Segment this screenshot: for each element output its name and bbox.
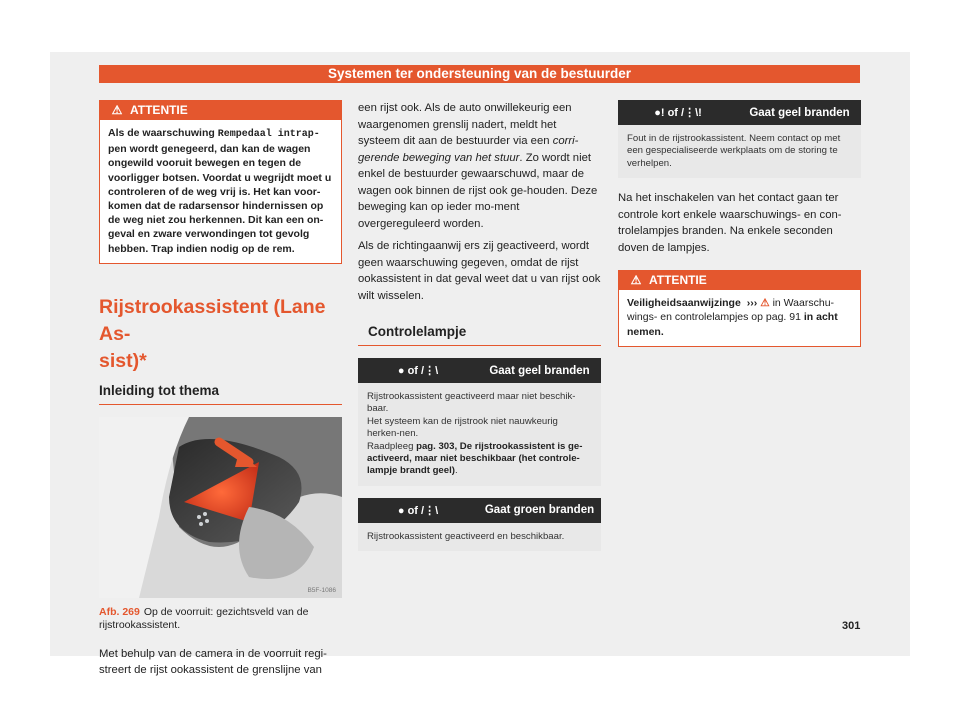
warning-text-part: in acht nemen.	[627, 311, 838, 338]
lamp-card-header	[358, 498, 601, 523]
cross-reference-arrows-icon[interactable]: ›››	[746, 297, 758, 310]
warning-code: Rempedaal intrap-	[217, 129, 320, 140]
lamp-status: Gaat groen branden	[484, 504, 595, 517]
lane-assist-car-icon: ●	[397, 504, 405, 517]
warning-box	[99, 100, 342, 264]
lamp-card-header	[358, 358, 601, 383]
lamp-icons-label: of	[407, 365, 418, 377]
text-part: Raadpleeg	[367, 440, 417, 452]
lamp-card	[358, 498, 601, 551]
section-title-line: sist)*	[99, 349, 147, 372]
lane-lines-icon: /⋮\	[421, 365, 439, 377]
lamp-card	[358, 358, 601, 486]
warning-text	[619, 290, 860, 346]
warning-box	[618, 270, 861, 347]
lamp-text-line: Rijstrookassistent geactiveerd maar niet beschik-baar.	[367, 391, 576, 415]
lamp-text-line	[367, 441, 592, 478]
cross-reference-link: pag. 303, De rijstrookassistent is ge-activeerd, maar niet beschikbaar (het controle-lampje brandt geel)	[367, 440, 583, 477]
figure-caption	[99, 598, 342, 632]
lamp-description	[358, 383, 601, 486]
lamp-icons-label: of	[667, 107, 678, 119]
body-paragraph: Na het inschakelen van het contact gaan ter controle kort enkele waarschuwings- en con-trolelampjes branden. Na enkele seconden doven de lampjes.	[618, 192, 842, 254]
warning-title: ATTENTIE	[130, 103, 188, 117]
controle-title: Controlelampje	[358, 324, 601, 346]
warning-text-part: Veiligheidsaanwijzinge	[627, 297, 741, 310]
lamp-card	[618, 100, 861, 178]
page-number: 301	[842, 620, 861, 632]
figure-code: B5F-1086	[307, 586, 336, 594]
warning-header	[619, 271, 860, 290]
body-paragraph	[358, 100, 601, 232]
body-paragraph: Met behulp van de camera in de voorruit regi-streert de rijst ookassistent de grenslijne van	[99, 647, 327, 677]
warning-header	[100, 101, 341, 120]
lamp-icons	[358, 364, 478, 377]
lamp-icons	[618, 106, 738, 119]
figure-caption-text: Op de voorruit: gezichtsveld van de rijstrookassistent.	[99, 605, 309, 631]
warning-triangle-icon: ⚠	[111, 103, 123, 117]
warning-small-icon: ⚠	[760, 297, 770, 310]
body-paragraph: Als de richtingaanwij ers zij geactiveerd, wordt geen waarschuwing gegeven, omdat de rijst ookassistent in dat geval weet dat u van rijst ook wilt wisselen.	[358, 240, 601, 302]
lane-assist-car-icon: ●	[397, 365, 405, 377]
text-part: .	[454, 465, 458, 477]
warning-title: ATTENTIE	[649, 273, 707, 288]
column-left	[99, 100, 342, 679]
figure-label: Afb. 269	[99, 605, 140, 618]
cross-reference-link[interactable]: in Waarschu-wings- en controlelampjes op pag. 91	[627, 297, 835, 324]
text-part: . Zo wordt niet enkel de bestuurder gewaarschuwd, maar de wagen ook binnen de rijst ook ge-houden. Deze beweging kan op ieder mo-ment overgereguleerd worden.	[358, 151, 598, 230]
lamp-text-line: Fout in de rijstrookassistent. Neem contact op met een gespecialiseerde werkplaats om de storing te verhelpen.	[627, 133, 841, 169]
lamp-text-line: Rijstrookassistent geactiveerd en beschikbaar.	[367, 530, 565, 542]
lane-lines-fault-icon: /⋮\!	[681, 107, 702, 119]
lamp-icons-label: of	[407, 504, 418, 517]
subsection-title: Inleiding tot thema	[99, 383, 342, 405]
lamp-description	[618, 125, 861, 178]
lane-lines-icon: /⋮\	[421, 504, 439, 517]
windshield-illustration	[99, 417, 342, 598]
page-header: Systemen ter ondersteuning van de bestuurder	[99, 65, 860, 83]
lamp-icons	[358, 504, 478, 517]
lamp-status: Gaat geel branden	[489, 364, 590, 377]
section-title	[99, 294, 342, 375]
column-middle	[358, 100, 601, 551]
lane-assist-fault-icon: ●!	[654, 107, 665, 119]
warning-text	[100, 120, 341, 263]
text-part: een rijst ook. Als de auto onwillekeurig een waargenomen grenslij nadert, meldt het systeem dit aan de bestuurder via een	[358, 102, 572, 147]
emphasis-text: corri-gerende beweging van het stuur	[358, 135, 579, 164]
warning-text-part: Als de waarschuwing	[108, 127, 218, 139]
column-right	[618, 100, 861, 347]
lamp-status: Gaat geel branden	[749, 106, 850, 119]
figure-windshield-camera	[99, 417, 342, 598]
section-title-line: Rijstrookassistent (Lane As-	[99, 295, 326, 345]
lamp-card-header	[618, 100, 861, 125]
lamp-description	[358, 523, 601, 551]
warning-triangle-icon: ⚠	[630, 273, 642, 288]
warning-text-part: pen wordt genegeerd, dan kan de wagen ongewild vooruit bewegen en tegen de voorligger botsen. Voordat u wegrijdt moet u controleren of de weg vrij is. Het kan voor-komen dat de radarsensor hindernissen op de weg niet zou herkennen. Dit kan een on-geval en zware verwondingen tot gevolg hebben. Trap indien nodig op de rem.	[108, 143, 332, 255]
lamp-text-line: Het systeem kan de rijstrook niet nauwkeurig herken-nen.	[367, 415, 558, 440]
